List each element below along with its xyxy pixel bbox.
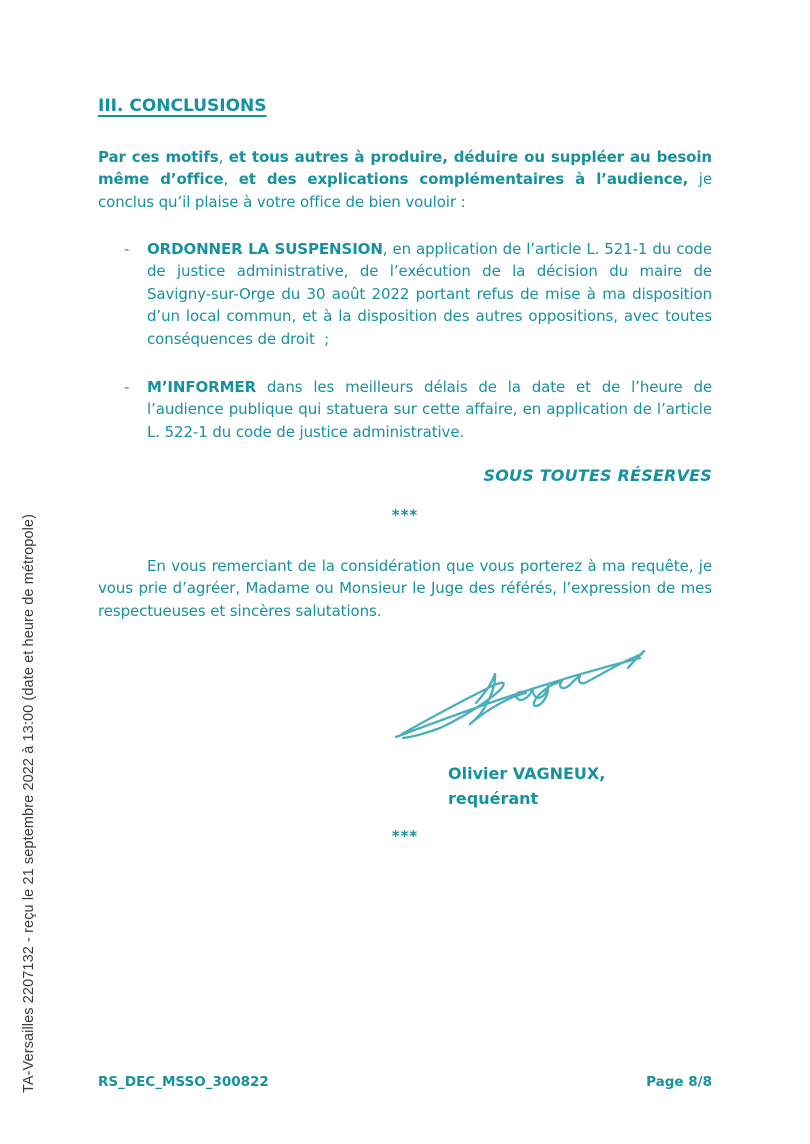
intro-paragraph: Par ces motifs, et tous autres à produire, déduire ou suppléer au besoin même d’office, et des explications complémentaires à l’audience, je conclus qu’il plaise à votre office de bien vouloir : (98, 148, 712, 211)
section-title: III. CONCLUSIONS (98, 96, 267, 116)
page-number: Page 8/8 (646, 1074, 712, 1090)
list-item-text: M’INFORMER dans les meilleurs délais de la date et de l’heure de l’audience publique qui statuera sur cette affaire, en application de l’article L. 522-1 du code de justice administrative. (147, 378, 712, 441)
bullet-dash: - (124, 240, 130, 258)
court-reception-stamp: TA-Versailles 2207132 - reçu le 21 septembre 2022 à 13:00 (date et heure de métropole) (21, 513, 37, 1093)
list-item-text: ORDONNER LA SUSPENSION, en application de l’article L. 521-1 du code de justice administrative, de l’exécution de la décision du maire de Savigny-sur-Orge du 30 août 2022 portant refus de mise à ma disposition d’un local commun, et à la disposition des autres oppositions, avec toutes conséquences de droit ; (147, 240, 712, 348)
list-item-ordonner (98, 238, 712, 350)
document-reference: RS_DEC_MSSO_300822 (98, 1074, 269, 1090)
reserves-line: SOUS TOUTES RÉSERVES (483, 466, 712, 485)
list-item-informer (98, 376, 712, 443)
signatory-block (448, 761, 605, 811)
asterisk-separator-bottom: *** (391, 827, 419, 845)
bullet-dash: - (124, 378, 130, 397)
signatory-role: requérant (448, 789, 539, 808)
handwritten-signature (390, 643, 652, 741)
asterisk-separator-top: *** (391, 506, 419, 524)
conclusions-list (98, 238, 712, 443)
closing-paragraph: En vous remerciant de la considération que vous porterez à ma requête, je vous prie d’agréer, Madame ou Monsieur le Juge des référés, l’expression de mes respectueuses et sincères salutations. (98, 557, 712, 620)
signatory-name: Olivier VAGNEUX, (448, 764, 606, 783)
signature-stroke-peak (470, 674, 495, 724)
